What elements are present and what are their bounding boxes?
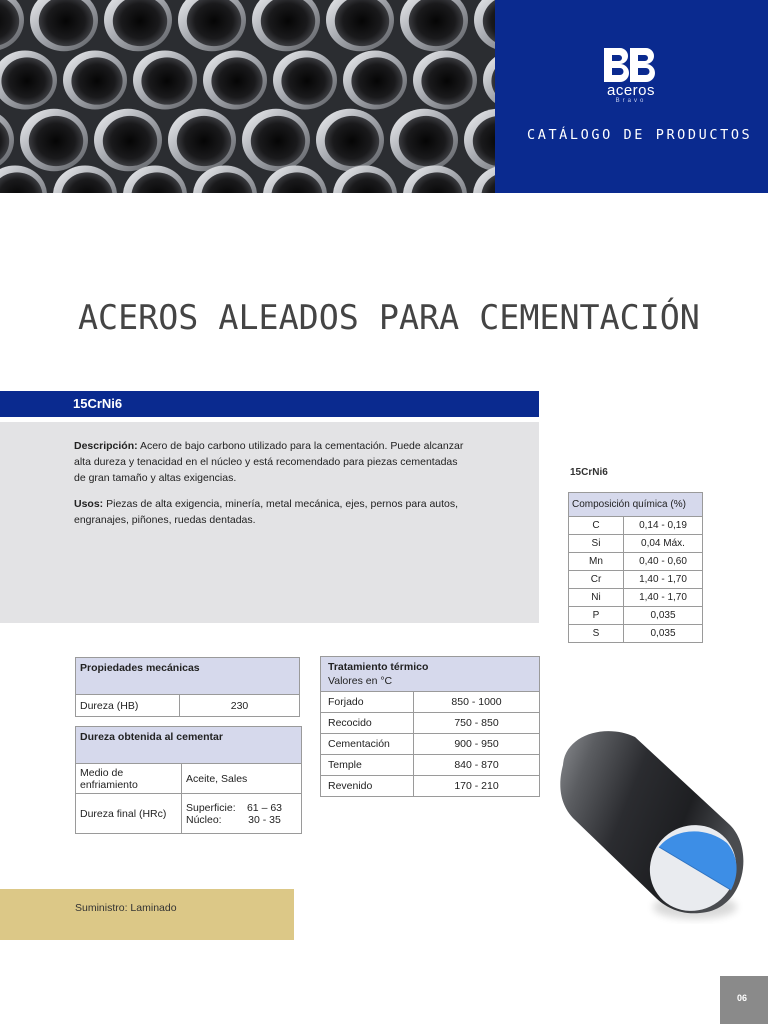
process-value: 750 - 850 [414, 713, 540, 734]
heat-treatment-table [320, 656, 540, 797]
description-box [0, 422, 539, 623]
supply-text: Suministro: Laminado [75, 902, 177, 914]
table-row [76, 764, 302, 794]
description-label: Descripción: [74, 440, 138, 452]
element-symbol: Mn [569, 553, 624, 571]
surface-label: Superficie: [186, 801, 236, 814]
process-label: Cementación [321, 734, 414, 755]
supply-box [0, 889, 294, 940]
uses-paragraph [74, 496, 469, 528]
element-symbol: Cr [569, 571, 624, 589]
hardness-value: 230 [180, 695, 300, 717]
process-label: Temple [321, 755, 414, 776]
page-title: ACEROS ALEADOS PARA CEMENTACIÓN [78, 298, 700, 338]
cooling-medium-value: Aceite, Sales [182, 764, 302, 794]
element-symbol: Ni [569, 589, 624, 607]
element-value: 0,035 [624, 625, 703, 643]
page-number: 06 [736, 993, 747, 1003]
table-row [321, 692, 540, 713]
heat-header: Tratamiento térmico [328, 661, 429, 673]
table-row [321, 776, 540, 797]
composition-code: 15CrNi6 [570, 467, 608, 478]
brand-wordmark: aceros [606, 82, 656, 99]
element-symbol: P [569, 607, 624, 625]
process-value: 840 - 870 [414, 755, 540, 776]
element-value: 0,14 - 0,19 [624, 517, 703, 535]
description-text: Acero de bajo carbono utilizado para la cementación. Puede alcanzar alta dureza y tenacidad en el núcleo y está recomendado para piezas cementadas de gran tamaño y altas exigencias. [74, 440, 464, 484]
cementation-hardness-table [75, 726, 302, 834]
final-hardness-label: Dureza final (HRc) [76, 794, 182, 834]
process-value: 850 - 1000 [414, 692, 540, 713]
table-row [321, 713, 540, 734]
composition-table [568, 492, 703, 643]
table-row [569, 553, 703, 571]
product-code: 15CrNi6 [73, 396, 123, 411]
steel-bar-illustration [555, 725, 755, 930]
element-symbol: Si [569, 535, 624, 553]
cementation-header: Dureza obtenida al cementar [76, 727, 302, 764]
table-row [569, 517, 703, 535]
table-row [321, 755, 540, 776]
description-paragraph [74, 438, 469, 486]
product-band [0, 391, 539, 417]
element-symbol: C [569, 517, 624, 535]
core-label: Núcleo: [186, 813, 222, 826]
element-value: 1,40 - 1,70 [624, 589, 703, 607]
brand-subtitle: Bravo [615, 98, 647, 104]
page-number-badge [720, 976, 768, 1024]
heat-subheader: Valores en °C [328, 675, 393, 687]
process-label: Revenido [321, 776, 414, 797]
final-hardness-values [182, 794, 302, 834]
uses-text: Piezas de alta exigencia, minería, metal mecánica, ejes, pernos para autos, engranajes, piñones, ruedas dentadas. [74, 498, 459, 526]
core-value: 30 - 35 [248, 813, 281, 826]
table-row [569, 571, 703, 589]
uses-label: Usos: [74, 498, 104, 510]
table-row [569, 625, 703, 643]
table-row [321, 734, 540, 755]
element-value: 0,035 [624, 607, 703, 625]
surface-value: 61 – 63 [246, 801, 283, 814]
element-value: 0,40 - 0,60 [624, 553, 703, 571]
table-row [76, 794, 302, 834]
catalog-label: CATÁLOGO DE PRODUCTOS [527, 127, 753, 143]
process-label: Recocido [321, 713, 414, 734]
table-row [76, 695, 300, 717]
cooling-medium-label: Medio de enfriamiento [76, 764, 182, 794]
mechanical-properties-table [75, 657, 300, 717]
surface-hardness [186, 802, 297, 814]
heat-header-cell [321, 657, 540, 692]
process-value: 170 - 210 [414, 776, 540, 797]
table-row [569, 589, 703, 607]
element-symbol: S [569, 625, 624, 643]
process-label: Forjado [321, 692, 414, 713]
table-row [569, 607, 703, 625]
table-row [569, 535, 703, 553]
core-hardness [186, 814, 297, 826]
process-value: 900 - 950 [414, 734, 540, 755]
composition-header: Composición química (%) [569, 493, 703, 517]
element-value: 1,40 - 1,70 [624, 571, 703, 589]
element-value: 0,04 Máx. [624, 535, 703, 553]
mechanical-header: Propiedades mecánicas [76, 658, 300, 695]
hardness-label: Dureza (HB) [76, 695, 180, 717]
header-photo-steel-tubes [0, 0, 495, 193]
